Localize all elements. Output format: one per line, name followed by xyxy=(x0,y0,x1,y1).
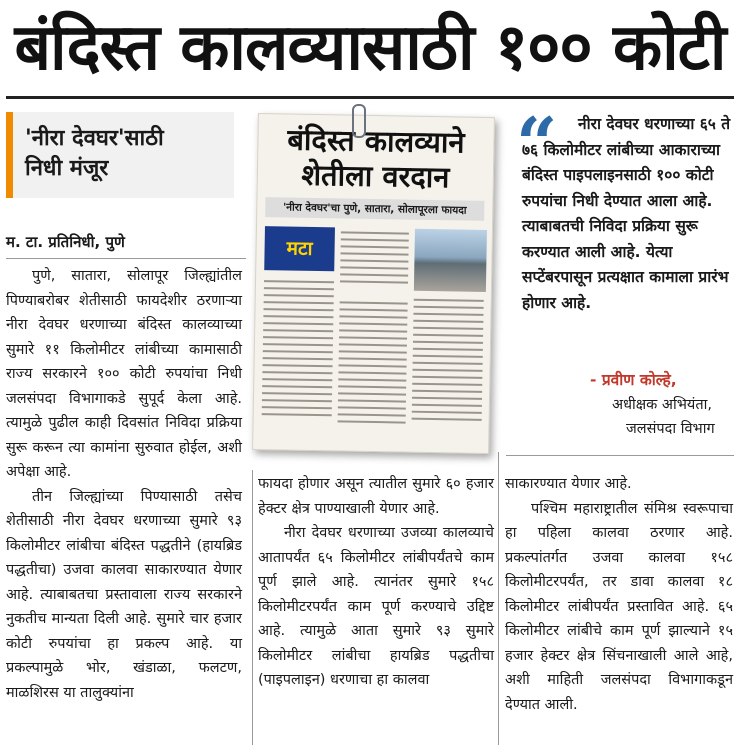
clipping-text-lines xyxy=(340,231,409,288)
col3-paragraph-1: साकारण्यात येणार आहे. xyxy=(505,476,632,492)
col3-paragraph-2: पश्चिम महाराष्ट्रातील संमिश्र स्वरूपाचा हा पहिला कालवा ठरणार आहे. प्रकल्पांतर्गत उजवा कालवा १५८ किलोमीटरपर्यंत, तर डावा कालवा १८ किलोमीटर लांबीपर्यंत प्रस्तावित आहे. ६५ किलोमीटर लांबीचे काम पूर्ण झाल्याने १५ हजार हेक्टर क्षेत्र सिंचनाखाली आले आहे, अशी माहिती जलसंपदा विभागाकडून देण्यात आली. xyxy=(505,500,733,713)
clipping-logo: मटा xyxy=(264,226,335,271)
column-divider-2 xyxy=(498,452,499,745)
quote-mark-icon: “ xyxy=(516,101,558,186)
quote-divider xyxy=(506,455,734,456)
paperclip-icon xyxy=(352,104,366,138)
article-column-3 xyxy=(505,472,733,717)
clipping-title-line1: बंदिस्त कालव्याने xyxy=(287,122,465,160)
quote-author: - प्रवीण कोल्हे, xyxy=(590,371,677,389)
headline: बंदिस्त कालव्यासाठी १०० कोटी xyxy=(14,11,726,85)
pull-quote: नीरा देवघर धरणाच्या ६५ ते ७६ किलोमीटर लांबीच्या आकाराच्या बंदिस्त पाइपलाइनसाठी १०० कोटी रुपयांचा निधी देण्यात आला आहे. त्याबाबतची निविदा प्रक्रिया सुरू करण्यात आली आहे. येत्या सप्टेंबरपासून प्रत्यक्षात कामाला प्रारंभ होणार आहे. xyxy=(522,115,731,312)
quote-department: जलसंपदा विभाग xyxy=(626,421,715,437)
column-divider-1 xyxy=(252,470,253,745)
byline-divider xyxy=(6,258,246,259)
box-title-line1: 'नीरा देवघर'साठी xyxy=(25,126,164,151)
clipping-text-lines xyxy=(262,280,334,421)
col2-paragraph-2: नीरा देवघर धरणाच्या उजव्या कालव्याचे आतापर्यंत ६५ किलोमीटर लांबीपर्यंतचे काम पूर्ण झाले आहे. त्यानंतर सुमारे १५८ किलोमीटरपर्यंत काम पूर्ण करण्याचे उद्दिष्ट आहे. त्यामुळे आता सुमारे ९३ सुमारे किलोमीटर लांबीचा हायब्रिड पद्धतीचा (पाइपलाइन) धरणाचा हा कालवा xyxy=(258,525,494,688)
clipping-text-lines xyxy=(412,299,484,426)
clipping-subtitle: 'नीरा देवघर'चा पुणे, सातारा, सोलापूरला फायदा xyxy=(265,197,484,221)
clipping-text-lines xyxy=(337,301,407,428)
article-column-1 xyxy=(6,264,242,705)
col2-paragraph-1: फायदा होणार असून त्यातील सुमारे ६० हजार हेक्टर क्षेत्र पाण्याखाली येणार आहे. xyxy=(258,476,494,517)
col1-paragraph-2: तीन जिल्ह्यांच्या पिण्यासाठी तसेच शेतीसाठी नीरा देवघर धरणाच्या सुमारे ९३ किलोमीटर लांबीचा बंदिस्त पद्धतीने (हायब्रिड पद्धतीचा) उजवा कालवा साकारण्यात येणार आहे. त्याबाबतचा प्रस्तावाला राज्य सरकारने नुकतीच मान्यता दिली आहे. सुमारे चार हजार कोटी रुपयांचा हा प्रकल्प आहे. या प्रकल्पामुळे भोर, खंडाळा, फलटण, माळशिरस या तालुक्यांना xyxy=(6,488,242,701)
section-box xyxy=(6,112,234,198)
byline: म. टा. प्रतिनिधी, पुणे xyxy=(6,233,125,251)
headline-rule xyxy=(6,96,734,99)
clipping-title-line2: शेतीला वरदान xyxy=(301,157,450,195)
dam-photo xyxy=(414,229,487,292)
box-title-line2: निधी मंजूर xyxy=(25,156,109,181)
col1-paragraph-1: पुणे, सातारा, सोलापूर जिल्ह्यांतील पिण्याबरोबर शेतीसाठी फायदेशीर ठरणाऱ्या नीरा देवघर धरणाच्या बंदिस्त कालव्याच्या सुमारे ११ किलोमीटर लांबीच्या कामासाठी राज्य सरकारने १०० कोटी रुपयांचा निधी जलसंपदा विभागाकडे सुपूर्द केला आहे. त्यामुळे पुढील काही दिवसांत निविदा प्रक्रिया सुरू करून त्या कामांना सुरुवात होईल, अशी अपेक्षा आहे. xyxy=(6,268,242,480)
newspaper-clipping xyxy=(252,113,495,454)
quote-designation: अधीक्षक अभियंता, xyxy=(612,397,712,413)
article-column-2 xyxy=(258,472,494,693)
